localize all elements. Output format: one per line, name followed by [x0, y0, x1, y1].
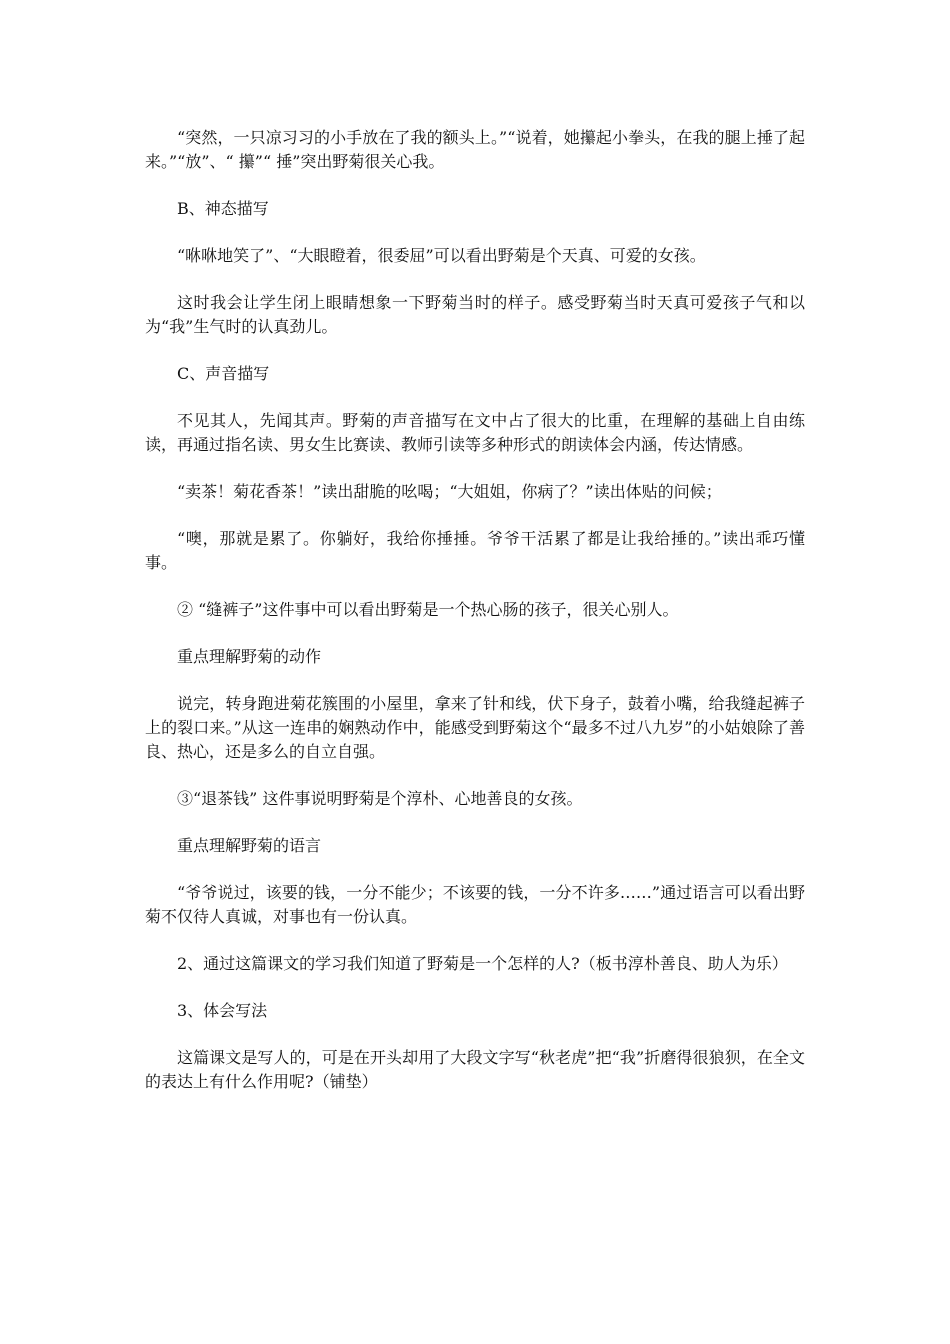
- paragraph-language-detail: “爷爷说过，该要的钱，一分不能少；不该要的钱，一分不许多……”通过语言可以看出野菊不仅待人真诚，对事也有一份认真。: [145, 883, 805, 926]
- paragraph-summary: 2、通过这篇课文的学习我们知道了野菊是一个怎样的人?（板书淳朴善良、助人为乐）: [177, 954, 788, 973]
- document-page: [145, 126, 805, 1117]
- paragraph-refund: ③“退茶钱” 这件事说明野菊是个淳朴、心地善良的女孩。: [177, 789, 583, 808]
- paragraph-action-quote: “突然，一只凉习习的小手放在了我的额头上。”“说着，她攥起小拳头，在我的腿上捶了起来。”“放”、“ 攥”“ 捶”突出野菊很关心我。: [145, 128, 805, 171]
- subheading-action: 重点理解野菊的动作: [177, 647, 322, 666]
- paragraph-imagine: 这时我会让学生闭上眼睛想象一下野菊当时的样子。感受野菊当时天真可爱孩子气和以为“我”生气时的认真劲儿。: [145, 293, 805, 336]
- paragraph-voice-example-1: “卖茶！菊花香茶！”读出甜脆的吆喝；“大姐姐，你病了？”读出体贴的问候；: [177, 482, 722, 501]
- paragraph-voice: 不见其人，先闻其声。野菊的声音描写在文中占了很大的比重，在理解的基础上自由练读，再通过指名读、男女生比赛读、教师引读等多种形式的朗读体会内涵，传达情感。: [145, 411, 805, 454]
- paragraph-writing: 这篇课文是写人的，可是在开头却用了大段文字写“秋老虎”把“我”折磨得很狼狈，在全文的表达上有什么作用呢?（铺垫）: [145, 1048, 805, 1091]
- section-heading-voice: C、声音描写: [177, 364, 270, 383]
- section-heading-expression: B、神态描写: [177, 199, 269, 218]
- paragraph-action-detail: 说完，转身跑进菊花簇围的小屋里，拿来了针和线，伏下身子，鼓着小嘴，给我缝起裤子上的裂口来。”从这一连串的娴熟动作中，能感受到野菊这个“最多不过八九岁”的小姑娘除了善良、热心，还是多么的自立自强。: [145, 694, 805, 761]
- paragraph-expression: “咻咻地笑了”、“大眼瞪着，很委屈”可以看出野菊是个天真、可爱的女孩。: [177, 246, 706, 265]
- paragraph-mend-pants: ② “缝裤子”这件事中可以看出野菊是一个热心肠的孩子，很关心别人。: [177, 600, 679, 619]
- section-heading-writing: 3、体会写法: [177, 1001, 268, 1020]
- subheading-language: 重点理解野菊的语言: [177, 836, 322, 855]
- paragraph-voice-example-2: “噢，那就是累了。你躺好，我给你捶捶。爷爷干活累了都是让我给捶的。”读出乖巧懂事。: [145, 529, 805, 572]
